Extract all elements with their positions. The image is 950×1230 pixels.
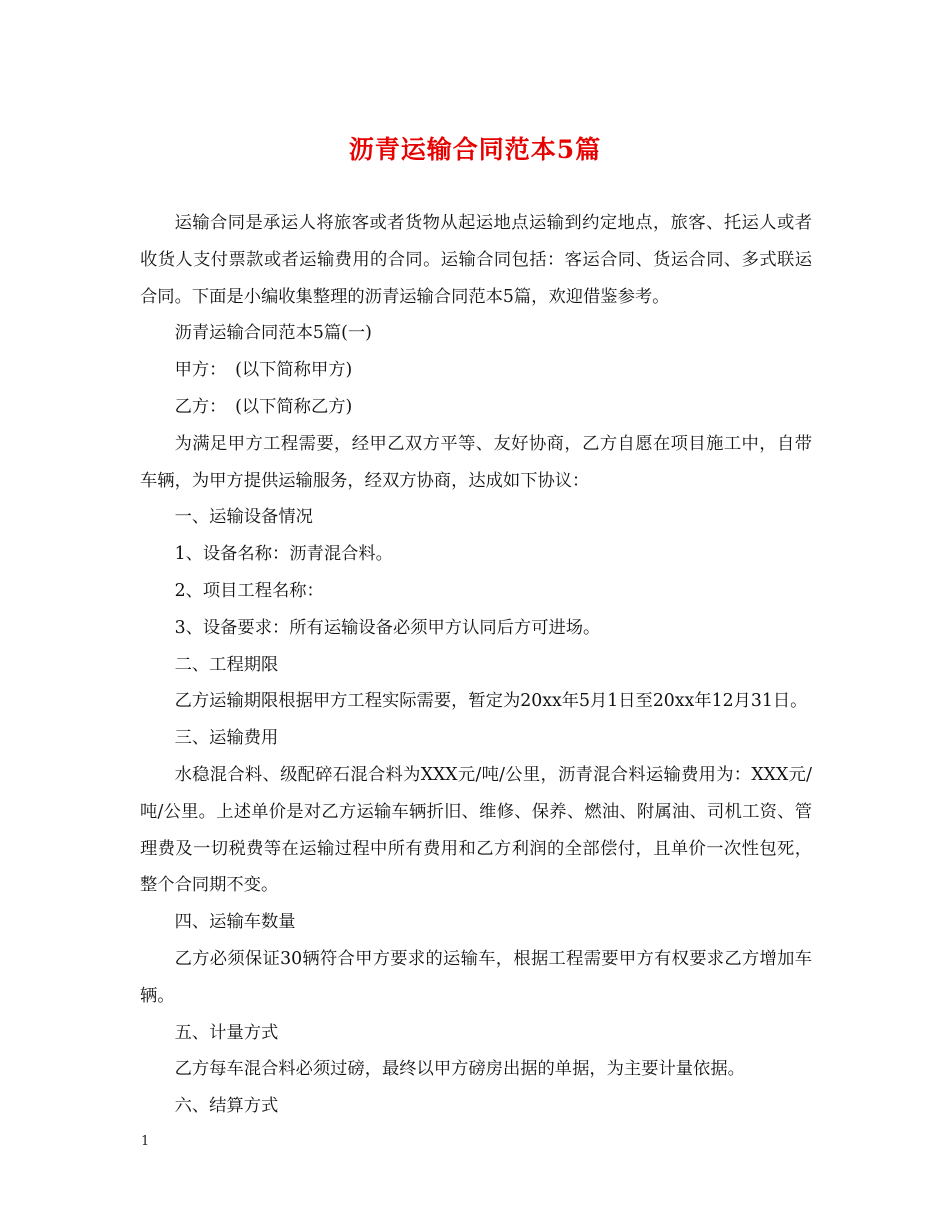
agreement-preamble: 为满足甲方工程需要，经甲乙双方平等、友好协商，乙方自愿在项目施工中，自带车辆，为甲方提供运输服务，经双方协商，达成如下协议：: [140, 433, 812, 491]
section-heading-settlement: 六、结算方式: [174, 1096, 279, 1117]
equipment-item-1: 1、设备名称：沥青混合料。: [174, 544, 393, 565]
section-heading-measurement: 五、计量方式: [174, 1022, 279, 1043]
measurement-paragraph: 乙方每车混合料必须过磅，最终以甲方磅房出据的单据，为主要计量依据。: [174, 1059, 745, 1080]
section-heading-period: 二、工程期限: [174, 654, 279, 675]
vehicles-paragraph: 乙方必须保证30辆符合甲方要求的运输车，根据工程需要甲方有权要求乙方增加车辆。: [140, 948, 812, 1006]
contract-heading: 沥青运输合同范本5篇(一): [174, 323, 372, 344]
section-heading-equipment: 一、运输设备情况: [174, 507, 313, 528]
fees-paragraph: 水稳混合料、级配碎石混合料为XXX元/吨/公里，沥青混合料运输费用为：XXX元/吨/公里。上述单价是对乙方运输车辆折旧、维修、保养、燃油、附属油、司机工资、管理费及一切税费等在运输过程中所有费用和乙方利润的全部偿付，且单价一次性包死，整个合同期不变。: [140, 764, 812, 896]
equipment-item-2: 2、项目工程名称：: [174, 580, 324, 601]
equipment-item-3: 3、设备要求：所有运输设备必须甲方认同后方可进场。: [174, 617, 601, 638]
section-heading-vehicles: 四、运输车数量: [174, 912, 296, 933]
document-title: 沥青运输合同范本5篇: [348, 135, 602, 164]
period-paragraph: 乙方运输期限根据甲方工程实际需要，暂定为20xx年5月1日至20xx年12月31日。: [174, 691, 808, 712]
party-a-line: 甲方： (以下简称甲方): [174, 360, 353, 381]
section-heading-fees: 三、运输费用: [174, 728, 279, 749]
party-b-line: 乙方： (以下简称乙方): [174, 396, 353, 417]
intro-paragraph: 运输合同是承运人将旅客或者货物从起运地点运输到约定地点，旅客、托运人或者收货人支付票款或者运输费用的合同。运输合同包括：客运合同、货运合同、多式联运合同。下面是小编收集整理的沥青运输合同范本5篇，欢迎借鉴参考。: [140, 213, 812, 307]
document-body: [140, 205, 812, 1125]
page-number: 1: [141, 1134, 150, 1149]
